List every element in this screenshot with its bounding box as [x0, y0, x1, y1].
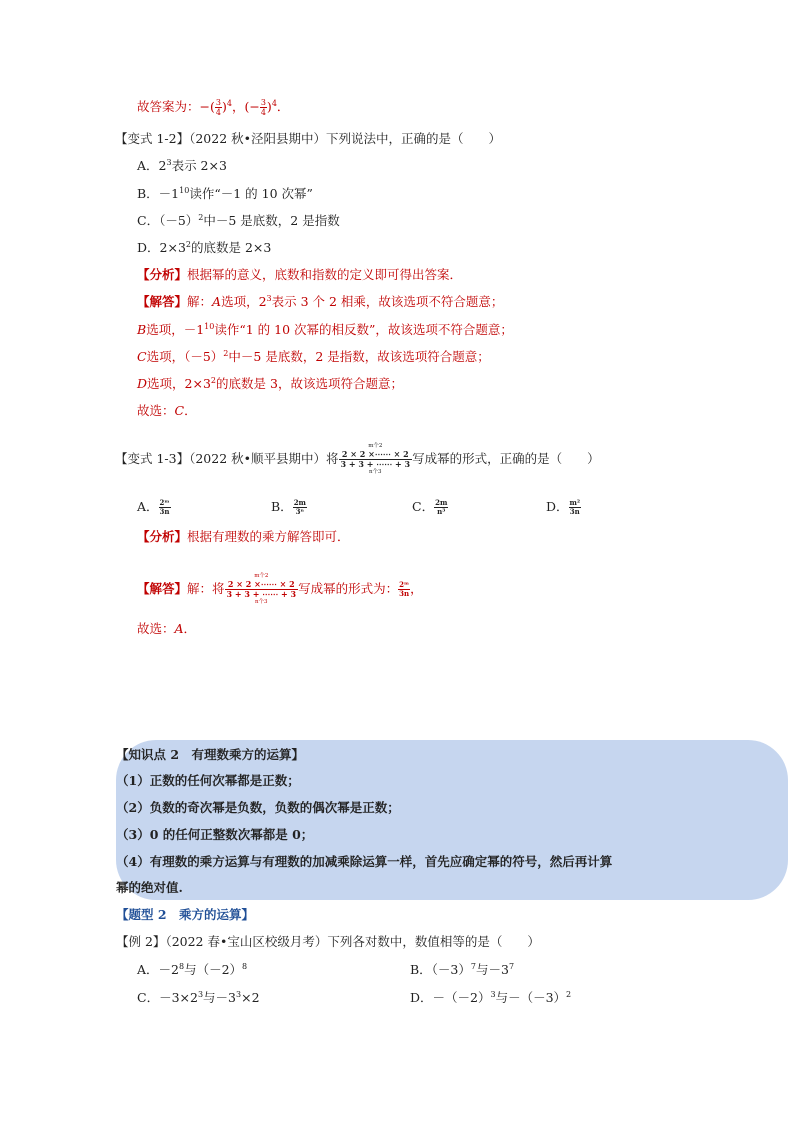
option-b-exponent-2: 7	[508, 962, 515, 971]
option-b-exponent-1: 7	[470, 962, 476, 971]
variant-1-3-choose	[137, 620, 196, 638]
choose-letter: A	[174, 621, 184, 636]
variant-1-3-tag: 【变式 1-3】	[115, 451, 190, 466]
option-d-exponent-2: 2	[566, 990, 572, 999]
expr2-numerator: 3	[260, 98, 266, 107]
option-c-rest: 中－5 是底数，2 是指数	[203, 213, 340, 228]
variant-1-2-solution-a	[137, 293, 503, 311]
analysis-text: 根据有理数的乘方解答即可．	[187, 529, 350, 544]
option-a-numerator: 2ᵐ	[159, 498, 170, 507]
option-c-exponent: 2	[198, 213, 204, 222]
expr1-sign: −(	[199, 99, 215, 114]
option-a-text: A．－2	[137, 962, 179, 977]
fraction-denominator: 3 + 3 + ⋯⋯ + 3	[340, 459, 411, 469]
variant-1-2-solution-c	[137, 348, 490, 366]
solution-answer-fraction	[398, 581, 410, 598]
top-answer-line	[137, 98, 289, 117]
knowledge-point-box	[116, 740, 788, 900]
variant-1-3-source-pre: （2022 秋•顺平县期中）将	[189, 451, 339, 466]
option-d-exponent-1: 3	[490, 990, 496, 999]
knowledge-item-4-line-2: 幂的绝对值.	[116, 880, 183, 895]
example-2-option-d	[410, 989, 571, 1007]
solution-c-rest: 中－5 是底数，2 是指数，故该选项符合题意；	[228, 349, 490, 364]
variant-1-3-option-c	[412, 498, 448, 516]
variant-1-3-analysis	[137, 528, 350, 546]
option-d-fraction	[569, 499, 581, 516]
option-b-mid: 与－3	[475, 962, 509, 977]
solution-mid: 写成幂的形式为：	[298, 581, 399, 596]
option-d-text: D．－（－2）	[410, 990, 491, 1005]
variant-1-2-option-d	[137, 239, 271, 257]
analysis-tag: 【分析】	[137, 267, 188, 282]
expr2-exponent: 4	[271, 99, 277, 108]
option-d-numerator: m²	[569, 498, 581, 507]
solution-d-exponent: 2	[210, 376, 217, 385]
variant-1-3-source-post: 写成幂的形式，正确的是（ ）	[412, 451, 600, 466]
expr1-fraction	[215, 98, 222, 117]
option-b-text: B．－1	[137, 186, 180, 201]
option-a-rest: 表示 2×3	[171, 158, 227, 173]
solution-fraction-denominator: 3 + 3 + ⋯⋯ + 3	[226, 589, 297, 599]
variant-1-2-analysis	[137, 266, 462, 284]
option-a-mid: 与（－2）	[184, 962, 243, 977]
option-c-numerator: 2m	[435, 498, 448, 507]
variant-1-2-tag: 【变式 1-2】	[115, 131, 190, 146]
option-b-text: B．（－3）	[410, 962, 471, 977]
expr1-exponent: 4	[226, 99, 232, 108]
choose-prefix: 故选：	[137, 621, 175, 636]
solution-tag: 【解答】	[137, 581, 188, 596]
option-c-exponent-1: 3	[197, 990, 204, 999]
solution-prefix: 解：将	[187, 581, 225, 596]
top-period: ．	[276, 99, 290, 114]
solution-c-mid: 选项，（－5）	[146, 349, 224, 364]
expr2-fraction	[260, 98, 267, 117]
fraction-bottom-caption: n个3	[369, 469, 382, 475]
option-b-exponent: 10	[179, 186, 190, 195]
example-2-option-b	[410, 961, 514, 979]
option-a-label: A．	[137, 499, 159, 514]
variant-1-3-option-b	[271, 498, 307, 516]
expr2-close: )	[266, 99, 272, 114]
option-a-exponent-1: 8	[178, 962, 185, 971]
knowledge-item-1: （1）正数的任何次幂都是正数；	[116, 773, 300, 788]
solution-a-letter: A	[212, 294, 222, 309]
choose-period: ．	[183, 621, 197, 636]
expr1-numerator: 3	[215, 98, 221, 107]
solution-a-mid: 选项，2	[221, 294, 267, 309]
solution-answer-denominator: 3n	[399, 589, 410, 598]
expr1-close: )	[221, 99, 227, 114]
solution-d-letter: D	[137, 376, 148, 391]
fraction-top-caption: m个2	[368, 443, 383, 449]
option-d-text: D．2×3	[137, 240, 186, 255]
knowledge-item-3: （3）0 的任何正整数次幂都是 0；	[116, 827, 314, 842]
option-a-exponent-2: 8	[242, 962, 248, 971]
choose-prefix: 故选：	[137, 403, 175, 418]
solution-answer-numerator: 2ᵐ	[399, 580, 410, 589]
expr2-denominator: 4	[260, 108, 266, 117]
solution-fraction-bottom-caption: n个3	[255, 599, 268, 605]
solution-tag: 【解答】	[137, 294, 188, 309]
option-b-fraction	[293, 499, 307, 516]
solution-fraction-numerator: 2 × 2 ×⋯⋯ × 2	[225, 580, 299, 590]
example-2-tag: 【例 2】	[116, 934, 166, 949]
option-b-denominator: 3ⁿ	[295, 507, 305, 516]
example-2-question	[116, 933, 540, 951]
solution-d-rest: 的底数是 3，故该选项符合题意；	[216, 376, 403, 391]
option-d-rest: 的底数是 2×3	[191, 240, 272, 255]
option-d-label: D．	[546, 499, 569, 514]
option-c-label: C．	[412, 499, 435, 514]
solution-prefix: 解：	[187, 294, 213, 309]
option-c-fraction	[434, 499, 448, 516]
variant-1-2-solution-d	[137, 375, 403, 393]
choose-period: ．	[184, 403, 197, 418]
solution-c-letter: C	[137, 349, 147, 364]
variant-1-2-option-b	[137, 185, 313, 203]
solution-b-letter: B	[137, 322, 147, 337]
option-c-exponent-2: 3	[236, 990, 242, 999]
top-answer-prefix: 故答案为：	[137, 99, 200, 114]
option-b-label: B．	[271, 499, 293, 514]
type-2-title: 【题型 2 乘方的运算】	[116, 907, 255, 922]
product-sum-fraction	[339, 443, 413, 476]
option-c-denominator: n³	[437, 507, 446, 516]
solution-b-mid: 选项，－1	[146, 322, 205, 337]
solution-a-exponent: 3	[266, 294, 272, 303]
variant-1-3-option-a	[137, 498, 171, 516]
example-2-option-a	[137, 961, 247, 979]
option-d-denominator: 3n	[569, 507, 580, 516]
solution-c-exponent: 2	[223, 349, 229, 358]
option-c-text: C．－3×2	[137, 990, 198, 1005]
option-b-numerator: 2m	[293, 498, 306, 507]
variant-1-2-option-a	[137, 157, 227, 175]
fraction-numerator: 2 × 2 ×⋯⋯ × 2	[339, 450, 413, 460]
option-c-mid: 与－3	[203, 990, 236, 1005]
variant-1-2-choose	[137, 402, 197, 420]
variant-1-3-question	[115, 443, 600, 476]
option-a-exponent: 3	[166, 158, 172, 167]
top-comma: ，	[231, 99, 245, 114]
example-2-source: （2022 春•宝山区校级月考）下列各对数中，数值相等的是（ ）	[165, 934, 540, 949]
knowledge-title: 【知识点 2 有理数乘方的运算】	[116, 747, 305, 762]
option-c-text: C．（－5）	[137, 213, 199, 228]
option-a-text: A．2	[137, 158, 167, 173]
analysis-text: 根据幂的意义，底数和指数的定义即可得出答案．	[187, 267, 463, 282]
option-b-rest: 读作“－1 的 10 次幂”	[189, 186, 313, 201]
variant-1-2-source: （2022 秋•泾阳县期中）下列说法中，正确的是（ ）	[189, 131, 502, 146]
example-2-option-c	[137, 989, 260, 1007]
solution-fraction-top-caption: m个2	[254, 573, 269, 579]
option-a-fraction	[159, 499, 171, 516]
knowledge-item-4-line-1: （4）有理数的乘方运算与有理数的加减乘除运算一样，首先应确定幂的符号，然后再计算	[116, 854, 613, 869]
variant-1-2-solution-b	[137, 321, 513, 339]
solution-a-rest: 表示 3 个 2 相乘，故该选项不符合题意；	[271, 294, 504, 309]
option-c-rest: ×2	[241, 990, 260, 1005]
choose-letter: C	[174, 403, 185, 418]
variant-1-2-option-c	[137, 212, 340, 230]
solution-fraction	[225, 573, 299, 606]
variant-1-3-solution	[137, 573, 423, 606]
variant-1-3-option-d	[546, 498, 581, 516]
solution-b-rest: 读作“1 的 10 次幂的相反数”，故该选项不符合题意；	[214, 322, 513, 337]
knowledge-item-2: （2）负数的奇次幂是负数，负数的偶次幂是正数；	[116, 800, 400, 815]
expr2-open: (−	[244, 99, 260, 114]
option-a-denominator: 3n	[159, 507, 170, 516]
option-d-mid: 与－（－3）	[495, 990, 567, 1005]
solution-b-exponent: 10	[204, 322, 215, 331]
variant-1-2-question	[115, 130, 501, 148]
option-d-exponent: 2	[185, 240, 191, 249]
solution-d-mid: 选项，2×3	[147, 376, 211, 391]
expr1-denominator: 4	[215, 108, 221, 117]
analysis-tag: 【分析】	[137, 529, 188, 544]
solution-comma: ，	[410, 581, 423, 596]
